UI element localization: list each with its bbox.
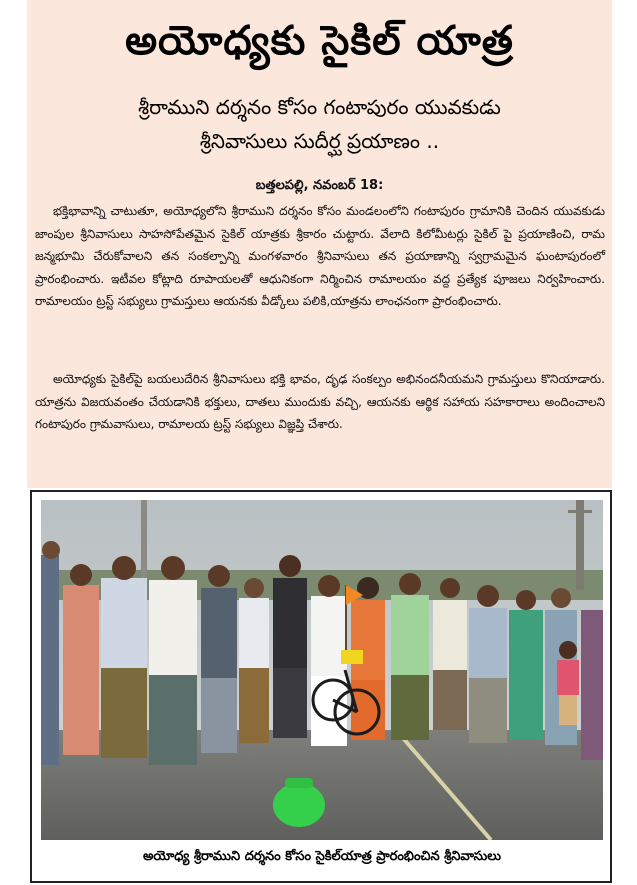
dateline: బత్తలపల్లి, నవంబర్ 18: — [255, 178, 384, 193]
photo-illustration — [41, 500, 603, 840]
subheadline-line-2: శ్రీనివాసులు సుదీర్ఘ ప్రయాణం .. — [199, 129, 440, 153]
photo-caption: అయోధ్య శ్రీరాముని దర్శనం కోసం సైకిల్‌యాత్ర ప్రారంభించిన శ్రీనివాసులు — [143, 849, 501, 864]
article-paragraph-2: అయోధ్యకు సైకిల్‌పై బయలుదేరిన శ్రీనివాసులు భక్తి భావం, దృఢ సంకల్పం అభినందనీయమని గ్రామస్తులు కొనియాడారు. యాత్రను విజయవంతం చేయడానికి భక్తులు, దాతలు ముందుకు వచ్చి, ఆయనకు ఆర్థిక సహాయ సహకారాలు అందించాలని గంటాపురం గ్రామవాసులు, రామాలయ ట్రస్ట్ సభ్యులు విజ్ఞప్తి చేశారు. — [35, 372, 605, 431]
subheadline-line-1: శ్రీరాముని దర్శనం కోసం గంటాపురం యువకుడు — [138, 95, 501, 119]
news-photo — [41, 500, 603, 840]
photo-frame — [30, 490, 612, 883]
headline: అయోధ్యకు సైకిల్ యాత్ర — [125, 18, 514, 64]
article-paragraph-1: భక్తిభావాన్ని చాటుతూ, అయోధ్యలోని శ్రీరాముని దర్శనం కోసం మండలంలోని గంటాపురం గ్రామానికి చెందిన యువకుడు జాంపుల శ్రీనివాసులు సాహసోపేతమైన సైకిల్ యాత్రకు శ్రీకారం చుట్టారు. వేలాది కిలోమీటర్లు సైకిల్ పై ప్రయాణించి, రామ జన్మభూమి చేరుకోవాలని తన సంకల్పాన్ని మంగళవారం శ్రీనివాసులు తన ప్రయాణాన్ని స్వగ్రామమైన ఘంటాపురంలో ప్రారంభించారు. ఇటీవల కోట్లాది రూపాయలతో ఆధునికంగా నిర్మించిన రామాలయం వద్ద ప్రత్యేక పూజలు నిర్వహించారు. రామాలయం ట్రస్ట్ సభ్యులు గ్రామస్తులు ఆయనకు వీడ్కోలు పలికి,యాత్రను లాంఛనంగా ప్రారంభించారు. — [35, 204, 605, 308]
